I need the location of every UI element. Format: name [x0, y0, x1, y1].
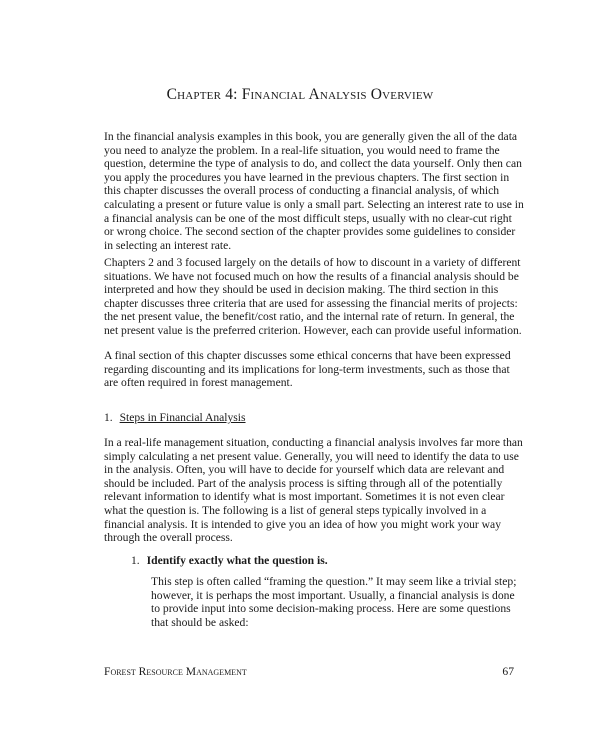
page-footer	[104, 665, 514, 678]
step-number: 1.	[131, 554, 140, 567]
step-heading	[131, 554, 328, 567]
section-number: 1.	[104, 411, 113, 424]
step1-paragraph: This step is often called “framing the question.” It may seem like a trivial step; however, it is perhaps the most important. Usually, a financial analysis is done to provide input into some decision-making process. Here are some questions that should be asked:	[151, 575, 517, 629]
intro-paragraph: In the financial analysis examples in this book, you are generally given the all of the data you need to analyze the problem. In a real-life situation, you would need to frame the question, determine the type of analysis to do, and collect the data yourself. Only then can you apply the procedures you have learned in the previous chapters. The first section in this chapter discusses the overall process of conducting a financial analysis, of which calculating a present or future value is only a small part. Selecting an interest rate to use in a financial analysis can be one of the most difficult steps, usually with no clear-cut right or wrong choice. The second section of the chapter provides some guidelines to consider in selecting an interest rate.	[104, 130, 524, 252]
chapter-title: Chapter 4: Financial Analysis Overview	[166, 86, 434, 103]
chapters-paragraph: Chapters 2 and 3 focused largely on the details of how to discount in a variety of different situations. We have not focused much on how the results of a financial analysis should be interpreted and how they should be used in decision making. The third section in this chapter discusses three criteria that are used for assessing the financial merits of projects: the net present value, the benefit/cost ratio, and the internal rate of return. In general, the net present value is the preferred criterion. However, each can provide useful information.	[104, 256, 522, 337]
footer-title: Forest Resource Management	[104, 665, 247, 678]
page-number: 67	[502, 665, 514, 678]
section-heading	[104, 411, 246, 424]
final-section-paragraph: A final section of this chapter discusses some ethical concerns that have been expressed regarding discounting and its implications for long-term investments, such as those that are often required in forest management.	[104, 349, 511, 390]
step-title: Identify exactly what the question is.	[146, 554, 328, 567]
section-title: Steps in Financial Analysis	[119, 411, 246, 424]
steps-paragraph: In a real-life management situation, conducting a financial analysis involves far more than simply calculating a net present value. Generally, you will need to identify the data to use in the analysis. Often, you will have to decide for yourself which data are relevant and should be included. Part of the analysis process is sifting through all of the potentially relevant information to identify what is most important. Sometimes it is not even clear what the question is. The following is a list of general steps typically involved in a financial analysis. It is intended to give you an idea of how you might work your way through the overall process.	[104, 436, 523, 545]
